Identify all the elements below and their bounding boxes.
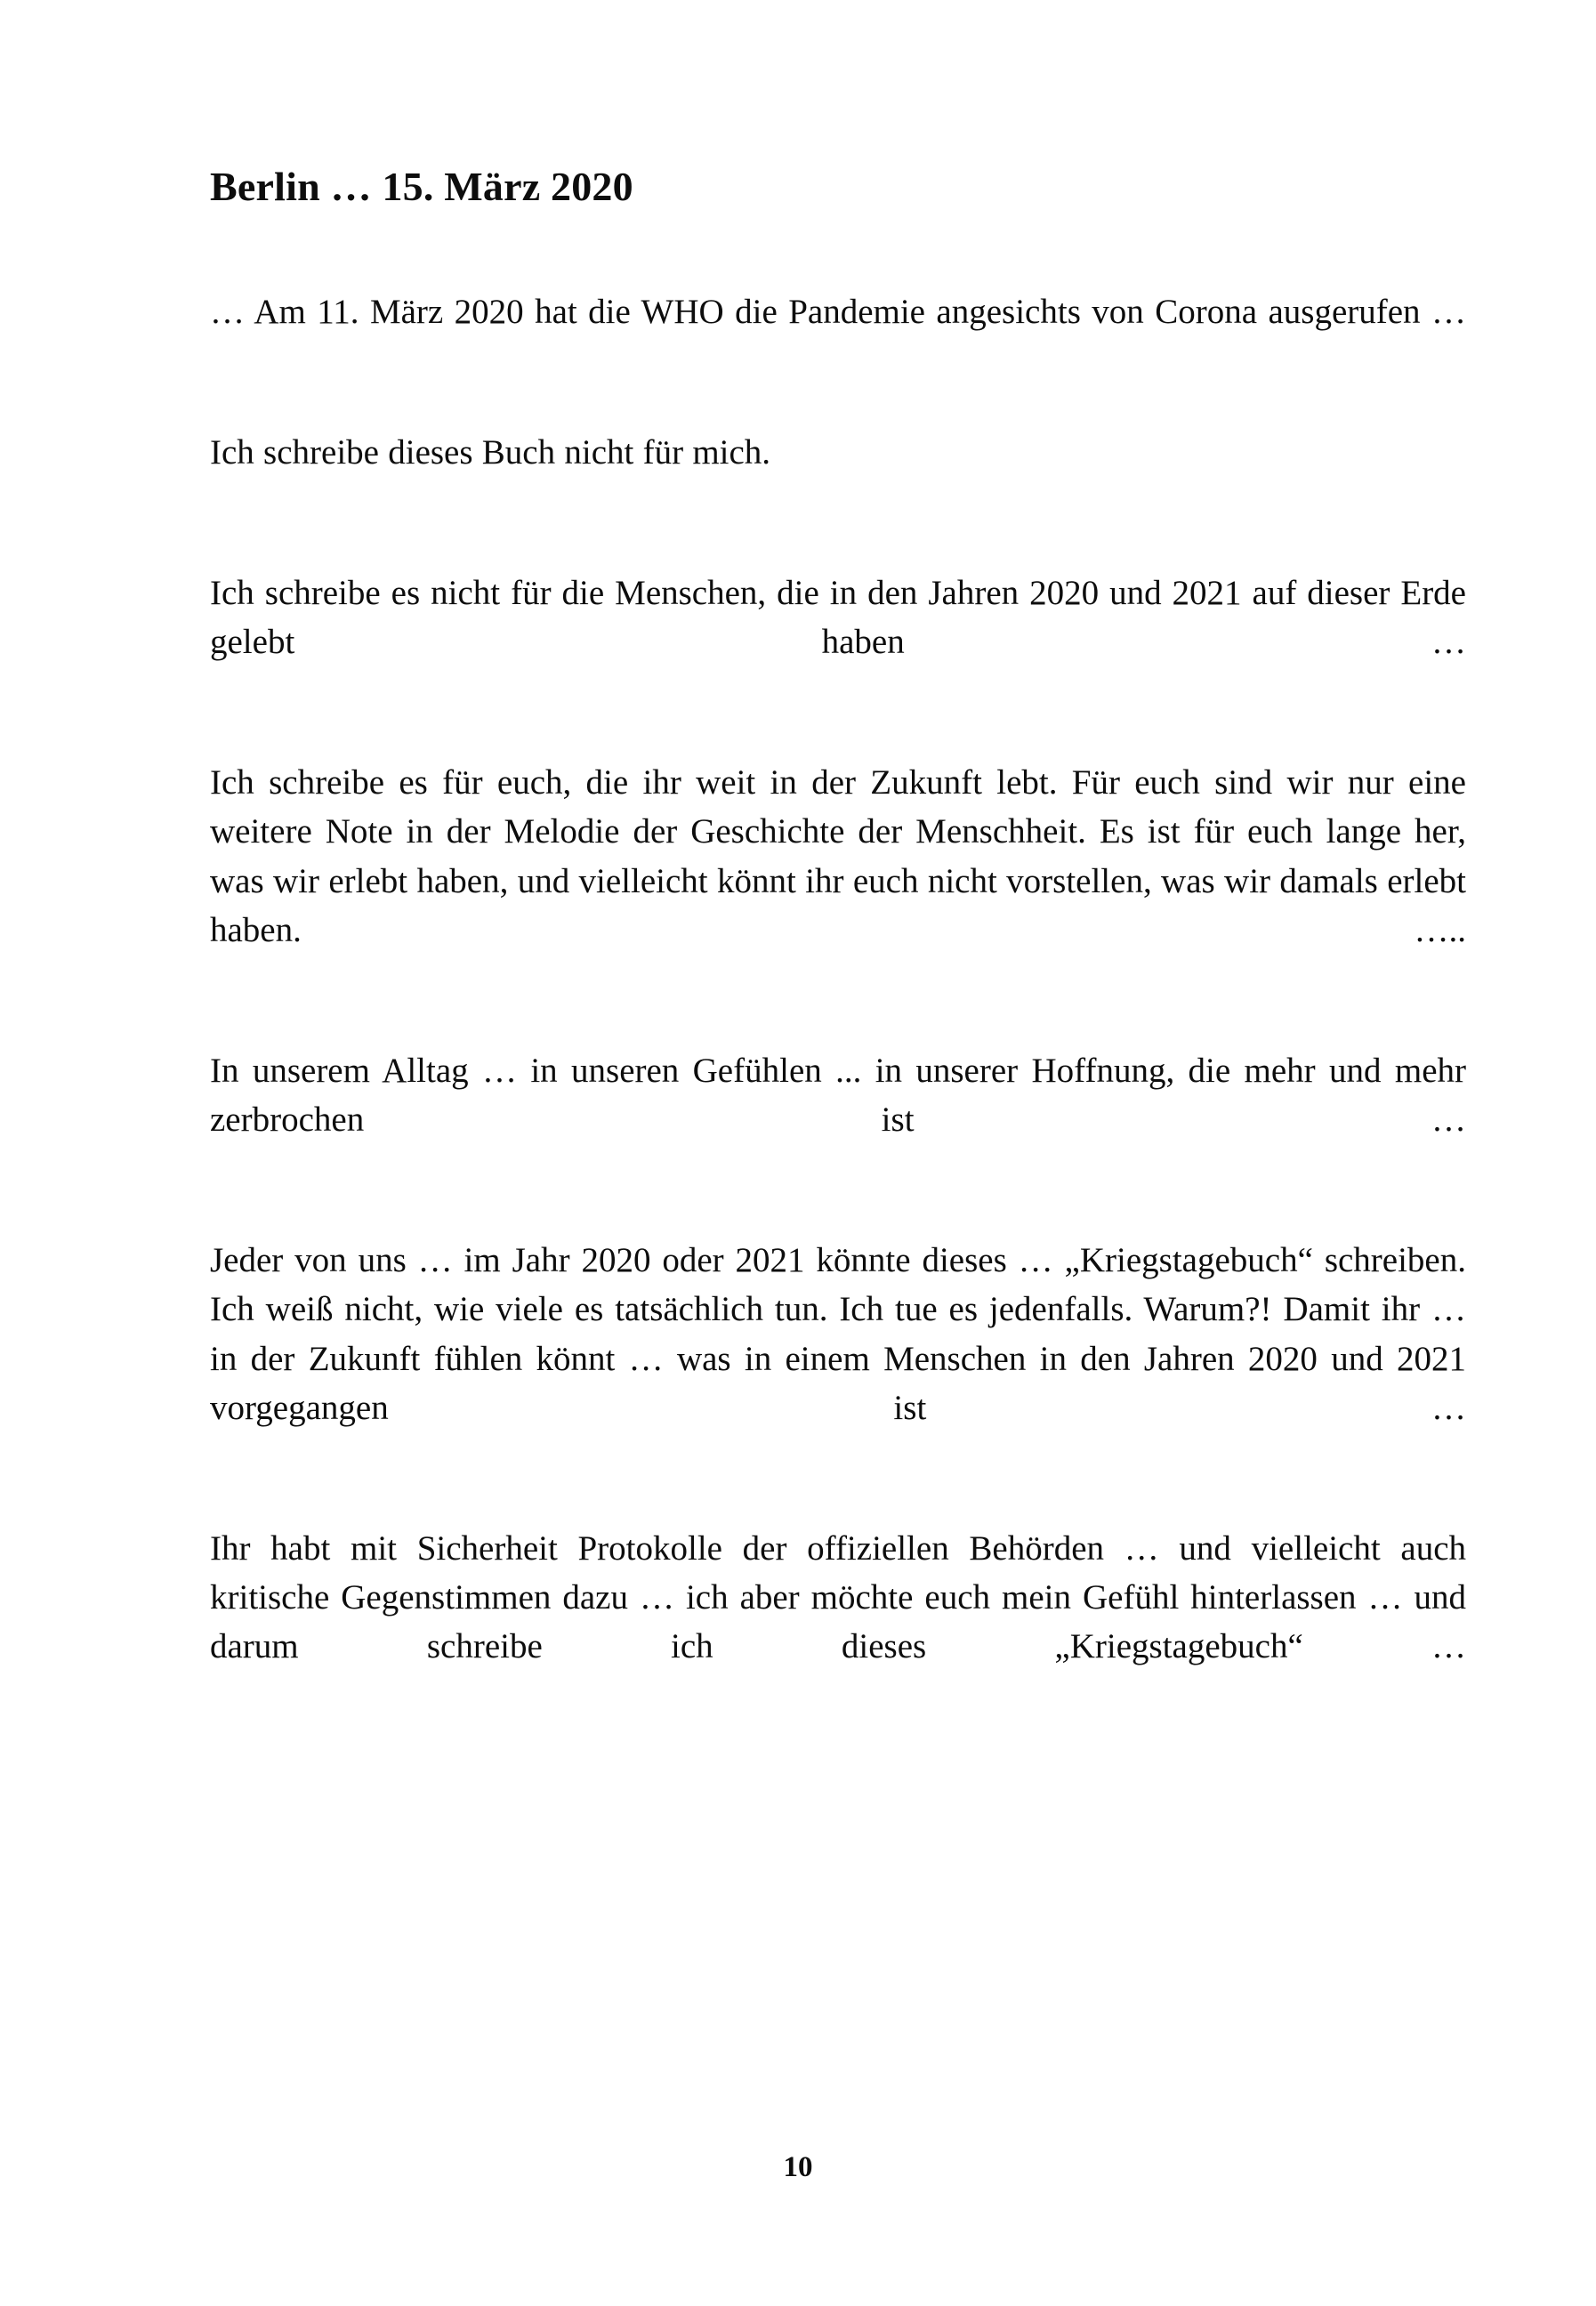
body-paragraph-6: Jeder von uns … im Jahr 2020 oder 2021 könnte dieses … „Kriegstagebuch“ schreiben. Ich weiß nicht, wie viele es tatsächlich tun. Ich tue es jedenfalls. Warum?! Damit ihr … in der Zukunft fühlen könnt … was in einem Menschen in den Jahren 2020 und 2021 vorgegangen ist … [210, 1240, 1466, 1427]
body-paragraph-5: In unserem Alltag … in unseren Gefühlen ... in unserer Hoffnung, die mehr und mehr zerbrochen ist … [210, 1051, 1466, 1140]
body-paragraph-3: Ich schreibe es nicht für die Menschen, die in den Jahren 2020 und 2021 auf dieser Erde gelebt haben … [210, 573, 1466, 662]
page-text-column [210, 162, 1466, 1721]
page-number: 10 [783, 2151, 813, 2183]
body-paragraph-7: Ihr habt mit Sicherheit Protokolle der offiziellen Behörden … und vielleicht auch kritische Gegenstimmen dazu … ich aber möchte euch mein Gefühl hinterlassen … und darum schreibe ich dieses „Kriegstagebuch“ … [210, 1528, 1466, 1666]
body-paragraph-2: Ich schreibe dieses Buch nicht für mich. [210, 432, 771, 472]
body-paragraph-4: Ich schreibe es für euch, die ihr weit in der Zukunft lebt. Für euch sind wir nur eine weitere Note in der Melodie der Geschichte der Menschheit. Es ist für euch lange her, was wir erlebt haben, und vielleicht könnt ihr euch nicht vorstellen, was wir damals erlebt haben. ….. [210, 762, 1466, 949]
body-paragraph-1: … Am 11. März 2020 hat die WHO die Pandemie angesichts von Corona ausgerufen … [210, 293, 1466, 332]
page-title: Berlin … 15. März 2020 [210, 164, 633, 209]
